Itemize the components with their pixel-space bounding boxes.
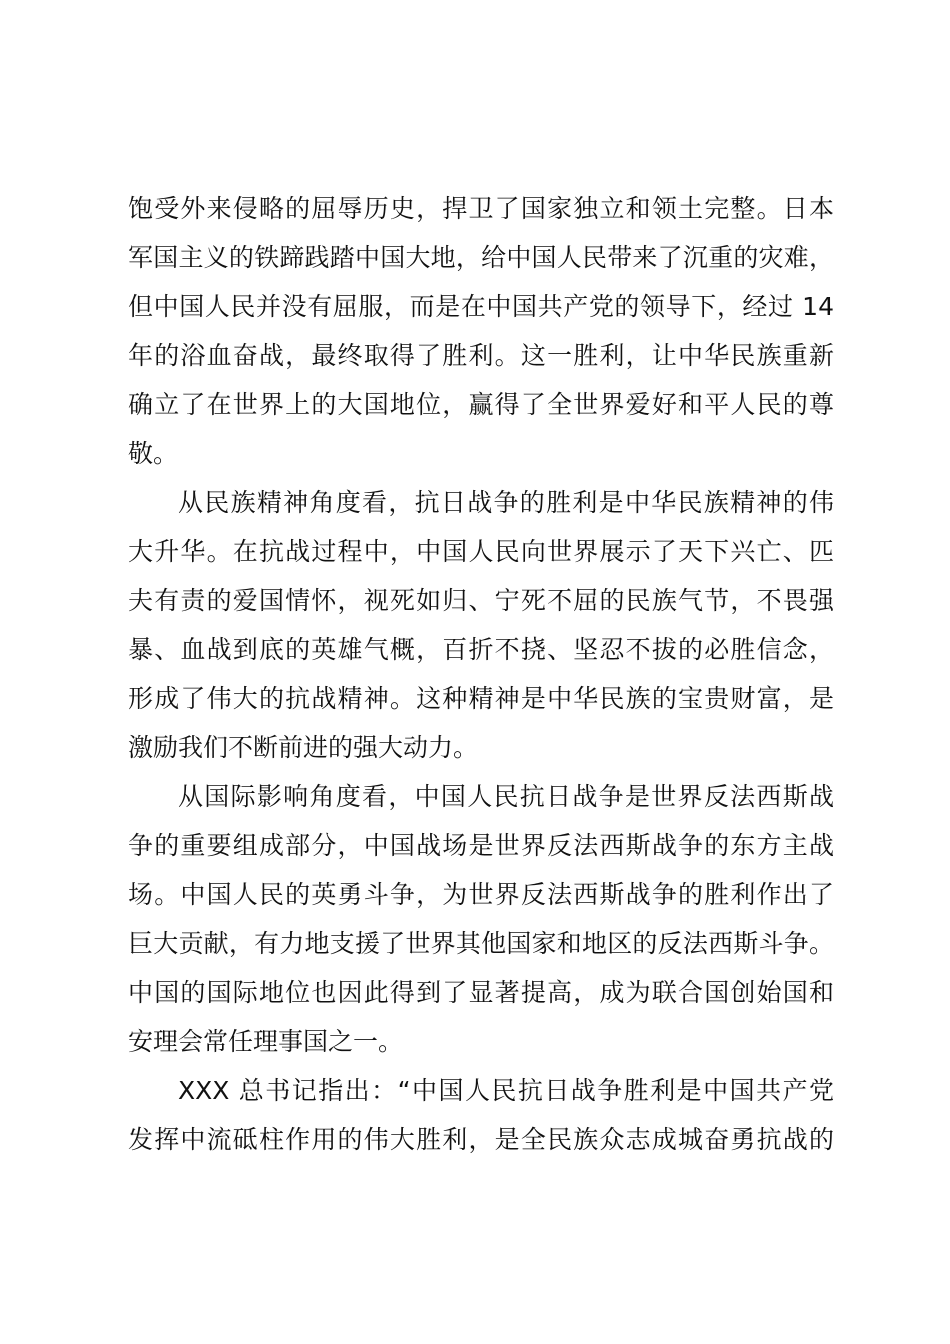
text-line: 形成了伟大的抗战精神。这种精神是中华民族的宝贵财富，是 xyxy=(128,684,834,713)
text-line: 饱受外来侵略的屈辱历史，捍卫了国家独立和领土完整。日本 xyxy=(128,194,834,223)
paragraph-continuation xyxy=(128,184,834,478)
text-line: 但中国人民并没有屈服，而是在中国共产党的领导下，经过 14 xyxy=(128,292,834,321)
text-line: 敬。 xyxy=(128,439,179,468)
text-line: 暴、血战到底的英雄气概，百折不挠、坚忍不拔的必胜信念， xyxy=(128,635,834,664)
text-line: 从民族精神角度看，抗日战争的胜利是中华民族精神的伟 xyxy=(178,488,834,517)
paragraph-quote xyxy=(128,1066,834,1164)
text-line: 场。中国人民的英勇斗争，为世界反法西斯战争的胜利作出了 xyxy=(128,880,834,909)
text-line: 争的重要组成部分，中国战场是世界反法西斯战争的东方主战 xyxy=(128,831,834,860)
text-line: 夫有责的爱国情怀，视死如归、宁死不屈的民族气节，不畏强 xyxy=(128,586,834,615)
text-line: 激励我们不断前进的强大动力。 xyxy=(128,733,479,762)
paragraph-international-influence xyxy=(128,772,834,1066)
paragraph-national-spirit xyxy=(128,478,834,772)
text-line: 巨大贡献，有力地支援了世界其他国家和地区的反法西斯斗争。 xyxy=(128,929,834,958)
text-line: 发挥中流砥柱作用的伟大胜利，是全民族众志成城奋勇抗战的 xyxy=(128,1125,834,1154)
text-line: 安理会常任理事国之一。 xyxy=(128,1027,404,1056)
text-line: 年的浴血奋战，最终取得了胜利。这一胜利，让中华民族重新 xyxy=(128,341,834,370)
document-page xyxy=(128,184,834,1164)
text-line: 确立了在世界上的大国地位，赢得了全世界爱好和平人民的尊 xyxy=(128,390,834,419)
text-line: 中国的国际地位也因此得到了显著提高，成为联合国创始国和 xyxy=(128,978,834,1007)
text-line: 从国际影响角度看，中国人民抗日战争是世界反法西斯战 xyxy=(178,782,834,811)
text-line: 军国主义的铁蹄践踏中国大地，给中国人民带来了沉重的灾难， xyxy=(128,243,834,272)
text-line: XXX 总书记指出：“中国人民抗日战争胜利是中国共产党 xyxy=(178,1076,834,1105)
text-line: 大升华。在抗战过程中，中国人民向世界展示了天下兴亡、匹 xyxy=(128,537,834,566)
